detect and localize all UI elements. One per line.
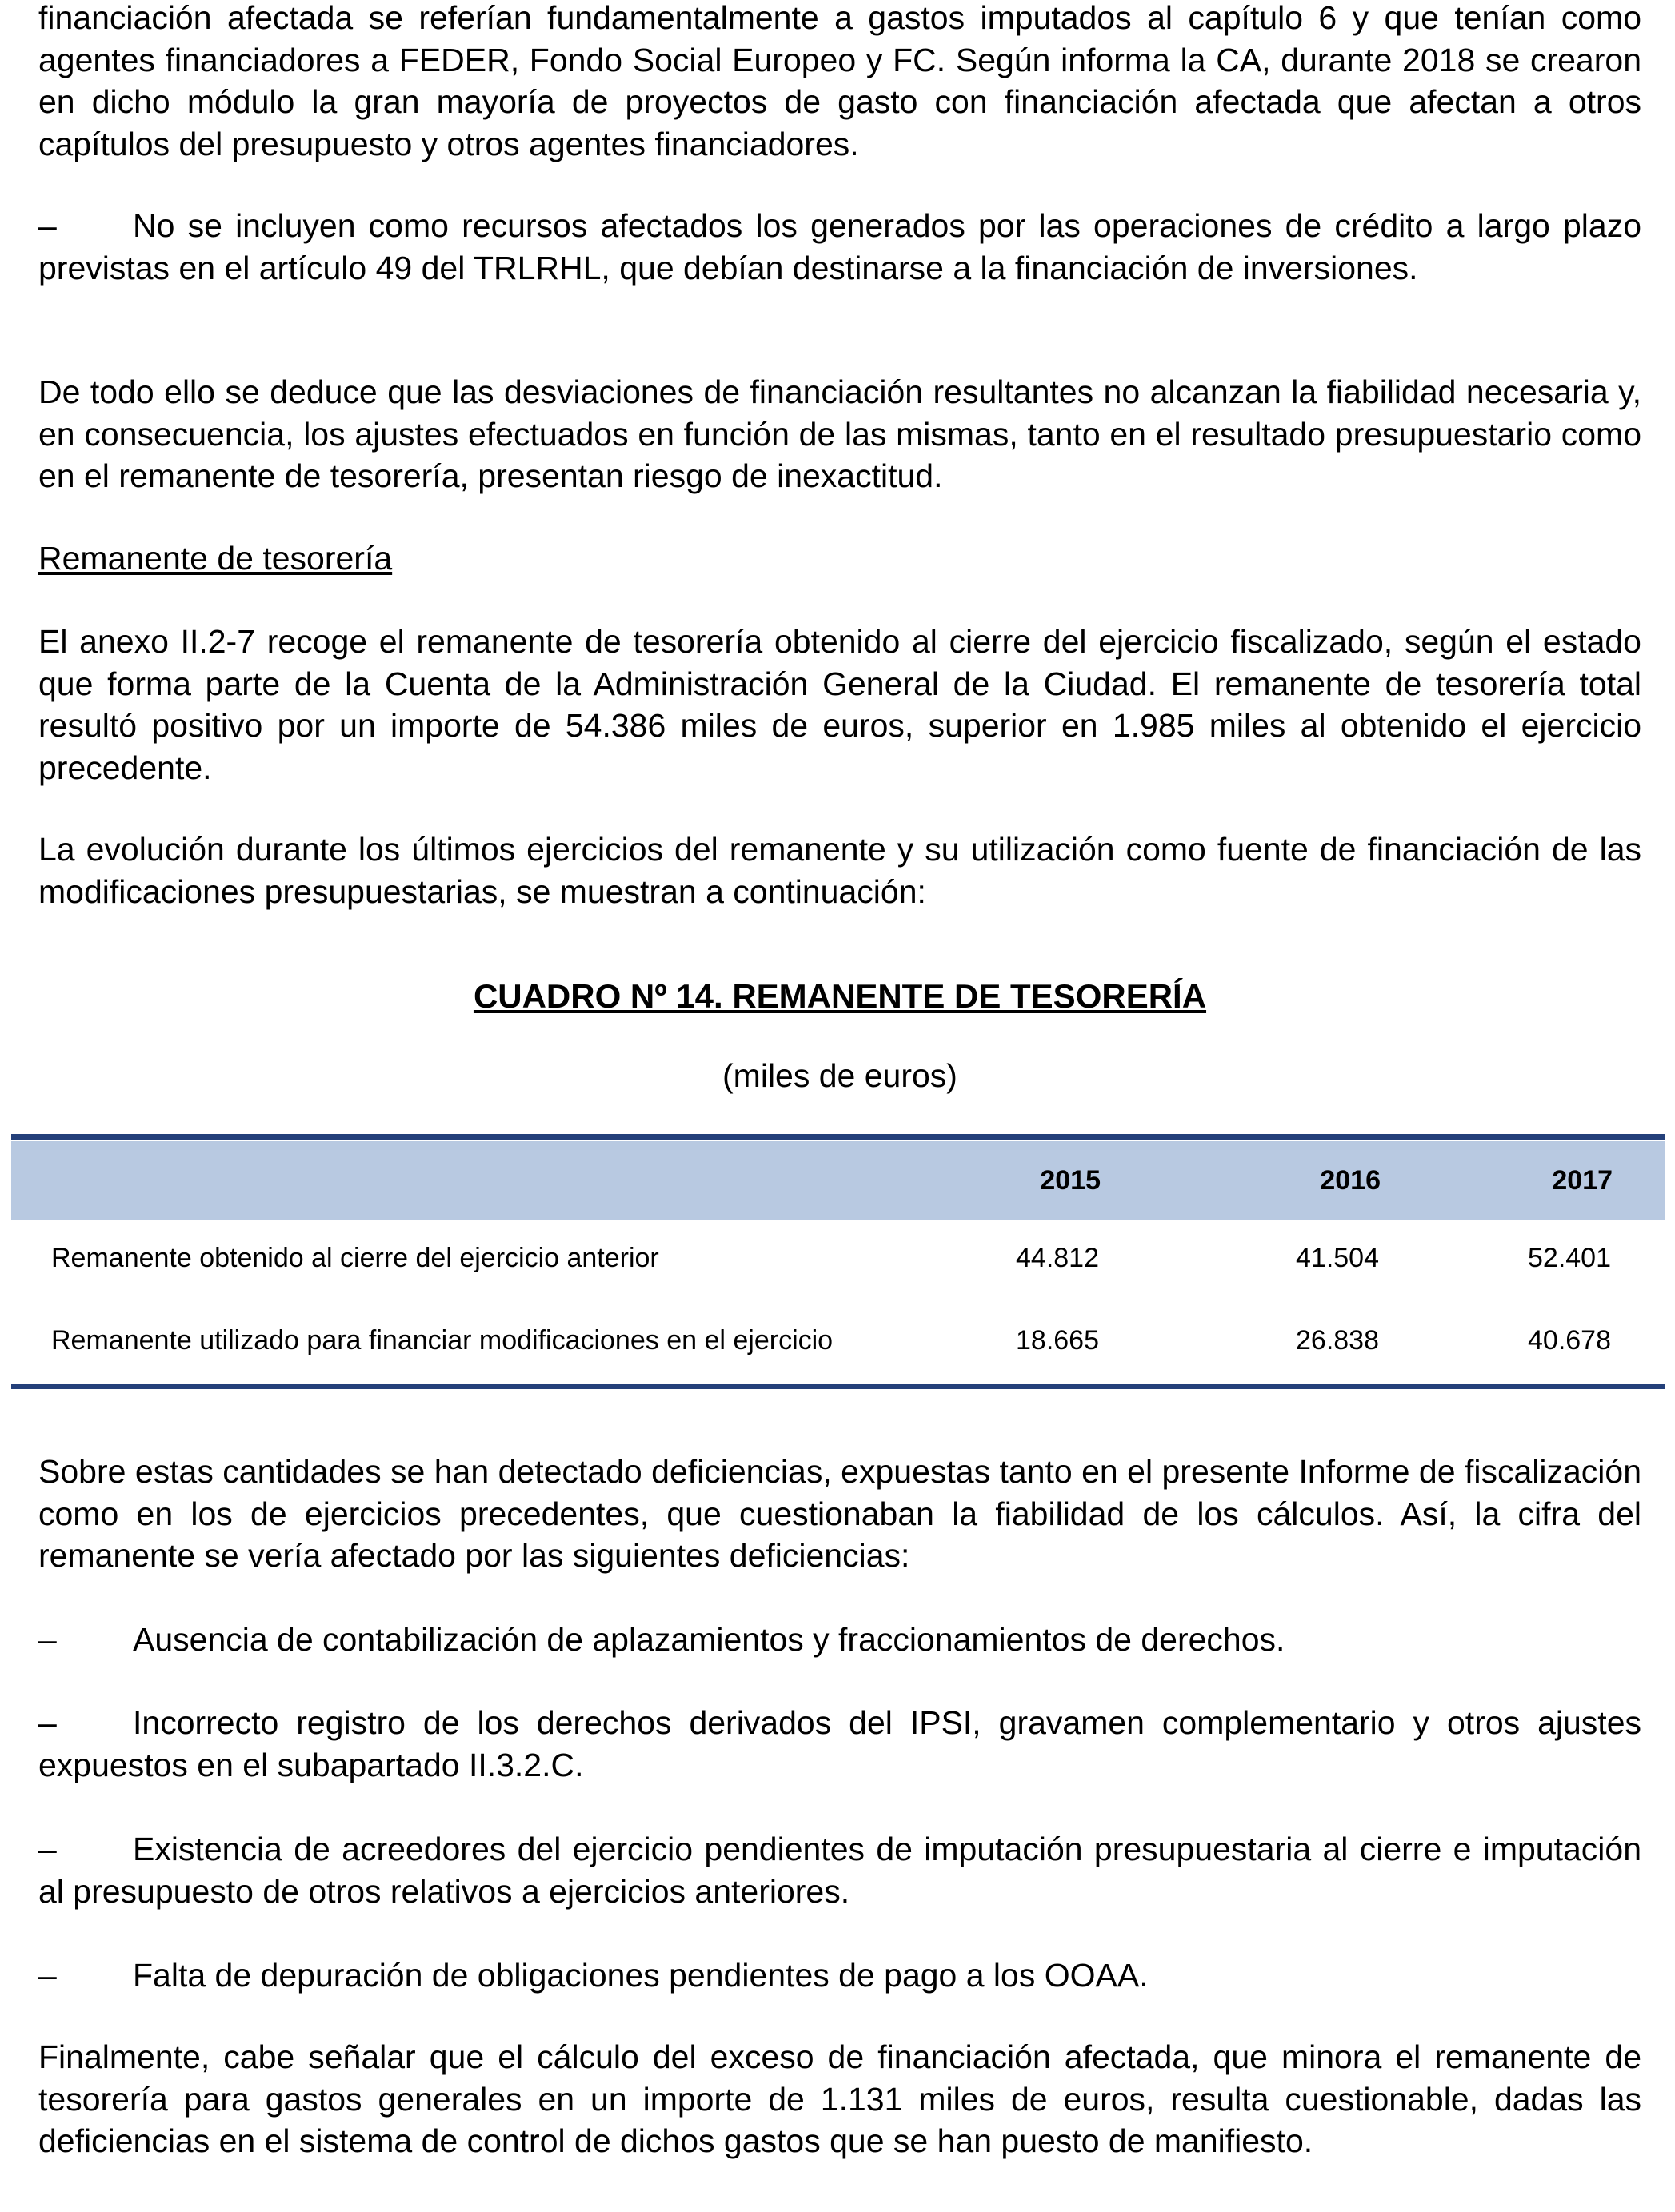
paragraph-financiacion-afectada: financiación afectada se referían fundamentalmente a gastos imputados al capítulo 6 y que tenían como agentes financiadores a FEDER, Fondo Social Europeo y FC. Según informa la CA, durante 2018 se crearon en dicho módulo la gran mayoría de proyectos de gasto con financiación afectada que afectan a otros capítulos del presupuesto y otros agentes financiadores.: [38, 0, 1641, 162]
bullet-item-aplazamientos: [38, 1619, 1641, 1661]
cell-value: 41.504: [1296, 1242, 1379, 1273]
cell-value: 44.812: [1016, 1242, 1099, 1273]
dash-icon: –: [38, 1621, 57, 1658]
table-header-row: [11, 1141, 1665, 1220]
table-row: [11, 1220, 1665, 1296]
column-header-2017: 2017: [1433, 1141, 1665, 1220]
paragraph-anexo: El anexo II.2-7 recoge el remanente de tesorería obtenido al cierre del ejercicio fiscalizado, según el estado que forma parte de la Cuenta de la Administración General de la Ciudad. El remanente de tesorería total resultó positivo por un importe de 54.386 miles de euros, superior en 1.985 miles al obtenido el ejercicio precedente.: [38, 623, 1641, 786]
table-title: CUADRO Nº 14. REMANENTE DE TESORERÍA: [473, 977, 1207, 1015]
cell-value: 52.401: [1528, 1242, 1611, 1273]
column-header-2016: 2016: [1153, 1141, 1433, 1220]
bullet-item-operaciones-credito: [38, 205, 1641, 289]
bullet-item-depuracion: [38, 1954, 1641, 1997]
dash-icon: –: [38, 1704, 57, 1741]
row-label: Remanente obtenido al cierre del ejercicio anterior: [51, 1242, 659, 1273]
dash-icon: –: [38, 1831, 57, 1867]
bullet-text: No se incluyen como recursos afectados los generados por las operaciones de crédito a largo plazo previstas en el artículo 49 del TRLRHL, que debían destinarse a la financiación de inversiones.: [38, 207, 1641, 286]
header-empty-cell: [11, 1141, 897, 1220]
bullet-text: Ausencia de contabilización de aplazamientos y fraccionamientos de derechos.: [133, 1621, 1285, 1658]
row-label: Remanente utilizado para financiar modificaciones en el ejercicio: [51, 1324, 834, 1356]
remanente-table: [11, 1134, 1665, 1389]
table-units: (miles de euros): [722, 1057, 957, 1094]
paragraph-desviaciones: De todo ello se deduce que las desviaciones de financiación resultantes no alcanzan la fiabilidad necesaria y, en consecuencia, los ajustes efectuados en función de las mismas, tanto en el resultado presupuestario como en el remanente de tesorería, presentan riesgo de inexactitud.: [38, 373, 1641, 494]
bullet-text: Incorrecto registro de los derechos derivados del IPSI, gravamen complementario y otros ajustes expuestos en el subapartado II.3.2.C.: [38, 1704, 1641, 1783]
section-heading-remanente: Remanente de tesorería: [38, 540, 393, 577]
bullet-text: Existencia de acreedores del ejercicio pendientes de imputación presupuestaria al cierre e imputación al presupuesto de otros relativos a ejercicios anteriores.: [38, 1831, 1641, 1910]
column-header-2015: 2015: [897, 1141, 1153, 1220]
bullet-text: Falta de depuración de obligaciones pendientes de pago a los OOAA.: [133, 1957, 1149, 1994]
cell-value: 26.838: [1296, 1324, 1379, 1356]
table-top-rule: [11, 1134, 1665, 1141]
table-row: [11, 1296, 1665, 1384]
bullet-item-ipsi: [38, 1702, 1641, 1786]
dash-icon: –: [38, 207, 57, 244]
paragraph-finalmente: Finalmente, cabe señalar que el cálculo del exceso de financiación afectada, que minora el remanente de tesorería para gastos generales en un importe de 1.131 miles de euros, resulta cuestionable, dadas las deficiencias en el sistema de control de dichos gastos que se han puesto de manifiesto.: [38, 2038, 1641, 2159]
bullet-item-acreedores: [38, 1828, 1641, 1912]
table-bottom-rule: [11, 1384, 1665, 1389]
cell-value: 40.678: [1528, 1324, 1611, 1356]
paragraph-evolucion: La evolución durante los últimos ejercicios del remanente y su utilización como fuente de financiación de las modificaciones presupuestarias, se muestran a continuación:: [38, 831, 1641, 910]
cell-value: 18.665: [1016, 1324, 1099, 1356]
dash-icon: –: [38, 1957, 57, 1994]
paragraph-deficiencias: Sobre estas cantidades se han detectado deficiencias, expuestas tanto en el presente Informe de fiscalización como en los de ejercicios precedentes, que cuestionaban la fiabilidad de los cálculos. Así, la cifra del remanente se vería afectado por las siguientes deficiencias:: [38, 1453, 1641, 1574]
